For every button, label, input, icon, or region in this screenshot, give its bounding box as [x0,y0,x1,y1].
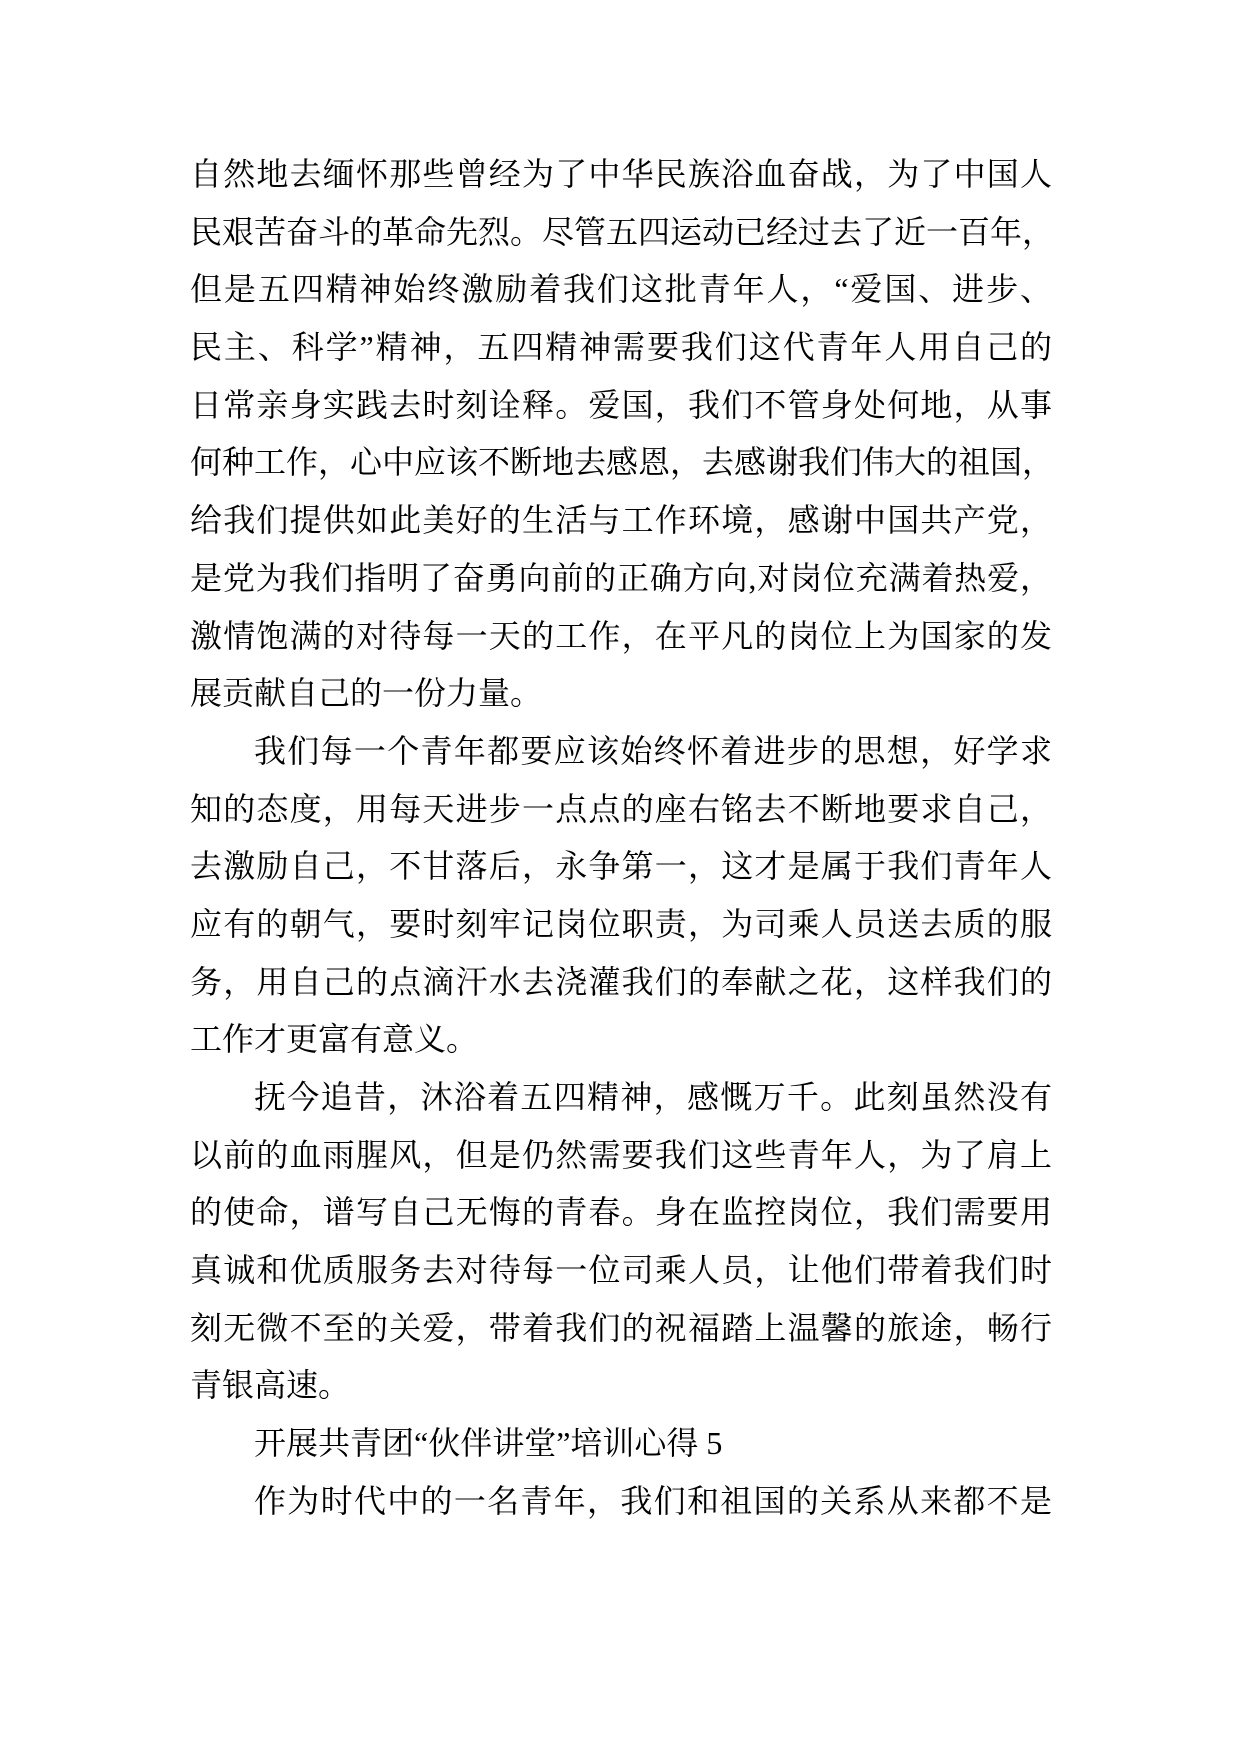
text-line: 的使命，谱写自己无悔的青春。身在监控岗位，我们需要用 [190,1194,1052,1231]
text-line: 给我们提供如此美好的生活与工作环境，感谢中国共产党， [190,502,1052,539]
text-line: 日常亲身实践去时刻诠释。爱国，我们不管身处何地，从事 [190,386,1052,423]
text-line: 是党为我们指明了奋勇向前的正确方向,对岗位充满着热爱， [190,559,1052,596]
text-line: 去激励自己，不甘落后，永争第一，这才是属于我们青年人 [190,848,1052,885]
section-heading-line: 开展共青团“伙伴讲堂”培训心得 5 [254,1425,723,1462]
text-line: 以前的血雨腥风，但是仍然需要我们这些青年人，为了肩上 [190,1136,1052,1173]
text-line: 知的态度，用每天进步一点点的座右铭去不断地要求自己， [190,790,1052,827]
text-line: 展贡献自己的一份力量。 [190,675,543,712]
document-text-block [190,146,1055,1531]
text-line: 刻无微不至的关爱，带着我们的祝福踏上温馨的旅途，畅行 [190,1309,1052,1346]
text-line: 抚今追昔，沐浴着五四精神，感慨万千。此刻虽然没有 [254,1079,1052,1115]
text-line: 作为时代中的一名青年，我们和祖国的关系从来都不是 [254,1482,1052,1519]
text-line: 自然地去缅怀那些曾经为了中华民族浴血奋战，为了中国人 [190,156,1052,192]
text-line: 真诚和优质服务去对待每一位司乘人员，让他们带着我们时 [190,1252,1052,1289]
text-line: 应有的朝气，要时刻牢记岗位职责，为司乘人员送去质的服 [190,905,1052,942]
text-line: 民主、科学”精神，五四精神需要我们这代青年人用自己的 [190,329,1052,366]
text-line: 民艰苦奋斗的革命先烈。尽管五四运动已经过去了近一百年， [190,213,1055,250]
text-line: 工作才更富有意义。 [190,1021,479,1058]
text-line: 我们每一个青年都要应该始终怀着进步的思想，好学求 [254,732,1052,769]
text-line: 务，用自己的点滴汗水去浇灌我们的奉献之花，这样我们的 [190,963,1052,1000]
text-line: 激情饱满的对待每一天的工作，在平凡的岗位上为国家的发 [190,617,1052,654]
text-line: 青银高速。 [190,1367,351,1404]
text-line: 何种工作，心中应该不断地去感恩，去感谢我们伟大的祖国， [190,444,1055,481]
text-line: 但是五四精神始终激励着我们这批青年人，“爱国、进步、 [190,271,1052,308]
